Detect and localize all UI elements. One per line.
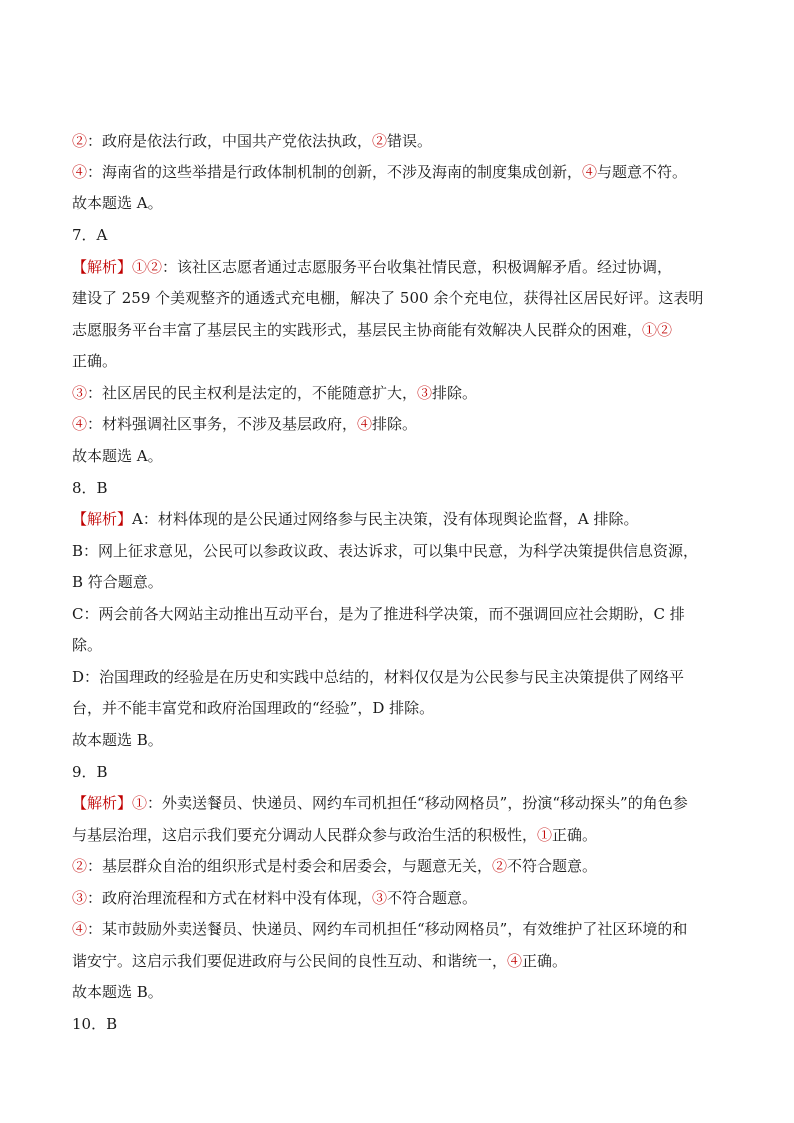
text-line [72, 982, 732, 1002]
text-line-mark: ①② [642, 321, 673, 339]
text-line-body: 谐安宁。这启示我们要促进政府与公民间的良性互动、和谐统一， [72, 952, 508, 970]
text-line [72, 604, 732, 624]
text-line-tail: 与题意不符。 [597, 163, 688, 181]
text-line-body: 7．A [72, 226, 108, 244]
text-line-tail: 正确。 [522, 952, 568, 970]
text-line-prefix: ③ [72, 889, 88, 907]
text-line [72, 351, 732, 371]
text-line-body: 志愿服务平台丰富了基层民主的实践形式，基层民主协商能有效解决人民群众的困难， [72, 321, 643, 339]
text-line-prefix: ② [72, 132, 88, 150]
text-line-body: 故本题选 B。 [72, 731, 163, 749]
text-line-body: D：治国理政的经验是在历史和实践中总结的，材料仅仅是为公民参与民主决策提供了网络平 [72, 668, 685, 686]
text-line-body: ：基层群众自治的组织形式是村委会和居委会，与题意无关， [87, 857, 493, 875]
text-line [72, 730, 732, 750]
text-line-mark: ② [492, 857, 508, 875]
text-line-tail: 不符合题意。 [507, 857, 598, 875]
text-line [72, 635, 732, 655]
text-line [72, 257, 732, 277]
text-line-body: A：材料体现的是公民通过网络参与民主决策，没有体现舆论监督，A 排除。 [132, 510, 639, 528]
text-line [72, 509, 732, 529]
text-line-tail: 正确。 [552, 826, 598, 844]
text-line-body: 正确。 [72, 352, 118, 370]
text-line-body: ：材料强调社区事务，不涉及基层政府， [87, 415, 358, 433]
text-line-body: 9．B [72, 763, 108, 781]
text-line-body: 8．B [72, 479, 108, 497]
text-line-mark: ④ [357, 415, 373, 433]
text-line [72, 1014, 732, 1034]
text-line-body: ：政府是依法行政，中国共产党依法执政， [87, 132, 373, 150]
text-line-body: ：某市鼓励外卖送餐员、快递员、网约车司机担任“移动网格员”，有效维护了社区环境的和 [87, 920, 688, 938]
text-line [72, 541, 732, 561]
text-line [72, 478, 732, 498]
text-line [72, 762, 732, 782]
text-line [72, 193, 732, 213]
text-line [72, 698, 732, 718]
text-line [72, 383, 732, 403]
text-line-body: ：外卖送餐员、快递员、网约车司机担任“移动网格员”，扮演“移动探头”的角色参 [147, 794, 688, 812]
text-line-body: B 符合题意。 [72, 573, 163, 591]
text-line [72, 793, 732, 813]
text-line [72, 888, 732, 908]
text-line [72, 288, 732, 308]
text-line-body: 故本题选 A。 [72, 194, 163, 212]
text-line [72, 951, 732, 971]
text-line-body: 与基层治理，这启示我们要充分调动人民群众参与政治生活的积极性， [72, 826, 538, 844]
text-line-body: 故本题选 A。 [72, 447, 163, 465]
text-line-prefix: 【解析】①② [72, 258, 163, 276]
text-line [72, 572, 732, 592]
text-line-body: ：政府治理流程和方式在材料中没有体现， [87, 889, 373, 907]
text-line-prefix: 【解析】① [72, 794, 148, 812]
text-line [72, 825, 732, 845]
text-line-prefix: 【解析】 [72, 510, 133, 528]
text-line [72, 919, 732, 939]
text-line [72, 667, 732, 687]
text-line [72, 856, 732, 876]
text-line [72, 225, 732, 245]
text-line [72, 162, 732, 182]
text-line-prefix: ④ [72, 163, 88, 181]
text-line-prefix: ③ [72, 384, 88, 402]
text-line-body: B：网上征求意见，公民可以参政议政、表达诉求，可以集中民意，为科学决策提供信息资源， [72, 542, 699, 560]
text-line-tail: 排除。 [432, 384, 478, 402]
text-line-body: ：社区居民的民主权利是法定的，不能随意扩大， [87, 384, 418, 402]
text-line-body: C：两会前各大网站主动推出互动平台，是为了推进科学决策，而不强调回应社会期盼，C 排 [72, 605, 685, 623]
text-line-body: 台，并不能丰富党和政府治国理政的“经验”，D 排除。 [72, 699, 435, 717]
text-line-tail: 错误。 [387, 132, 433, 150]
text-line-body: 除。 [72, 636, 103, 654]
text-line-body: ：海南省的这些举措是行政体制机制的创新，不涉及海南的制度集成创新， [87, 163, 583, 181]
text-line [72, 414, 732, 434]
text-line-mark: ① [537, 826, 553, 844]
text-line-tail: 排除。 [372, 415, 418, 433]
text-line-mark: ③ [372, 889, 388, 907]
text-line-prefix: ② [72, 857, 88, 875]
text-line-mark: ② [372, 132, 388, 150]
text-line-mark: ④ [507, 952, 523, 970]
text-line-prefix: ④ [72, 415, 88, 433]
text-line-body: ：该社区志愿者通过志愿服务平台收集社情民意，积极调解矛盾。经过协调， [162, 258, 673, 276]
text-line-body: 10．B [72, 1015, 118, 1033]
text-line-mark: ③ [417, 384, 433, 402]
text-line [72, 446, 732, 466]
text-line [72, 131, 732, 151]
text-line-prefix: ④ [72, 920, 88, 938]
text-line-body: 建设了 259 个美观整齐的通透式充电棚，解决了 500 余个充电位，获得社区居民好评。这表明 [72, 289, 704, 307]
text-line-tail: 不符合题意。 [387, 889, 478, 907]
text-line [72, 320, 732, 340]
text-line-mark: ④ [582, 163, 598, 181]
text-line-body: 故本题选 B。 [72, 983, 163, 1001]
